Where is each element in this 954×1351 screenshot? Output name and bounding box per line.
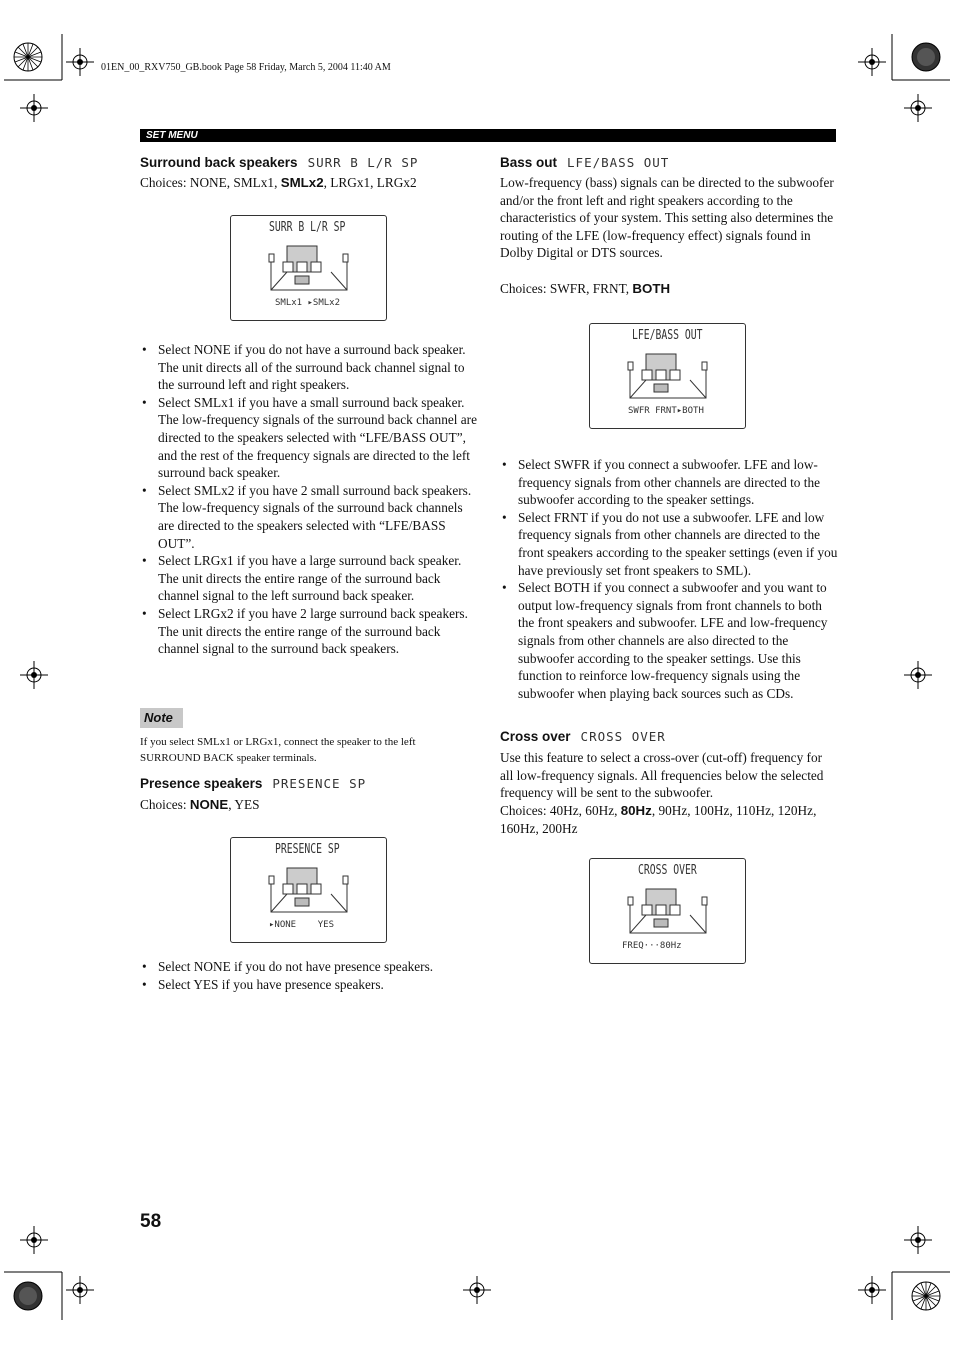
speaker-layout-icon: [626, 352, 712, 404]
presence-bullets: [140, 958, 480, 993]
presence-display: [230, 837, 387, 943]
display-caption: SWFR FRNT▸BOTH: [628, 406, 704, 416]
cross-over-display: [589, 858, 746, 964]
file-info: 01EN_00_RXV750_GB.book Page 58 Friday, March 5, 2004 11:40 AM: [101, 62, 391, 73]
list-item: • Select NONE if you do not have presence speakers.: [140, 958, 480, 976]
cross-over-choices: [500, 802, 835, 837]
cross-over-description: Use this feature to select a cross-over (cut-off) frequency for all low-frequency signals. All frequencies below the selected frequency will be sent to the subwoofer.: [500, 750, 824, 801]
list-item: • Select FRNT if you do not use a subwoofer. LFE and low frequency signals from other channels are directed to the front speakers according to the speaker settings (even if you have previously set front speakers to SML).: [500, 509, 840, 579]
bass-out-lcd: LFE/BASS OUT: [567, 155, 670, 170]
list-item: • Select SMLx2 if you have 2 small surround back speakers. The low-frequency signals of the surround back channels are directed to the speakers selected with “LFE/BASS OUT”.: [140, 482, 480, 552]
list-item: • Select LRGx1 if you have a large surround back speaker. The unit directs the entire range of the surround back channel signal to the left surround back speaker.: [140, 552, 480, 605]
surround-back-heading: [140, 155, 418, 170]
display-caption: ▸NONE YES: [269, 920, 335, 930]
choices-default: BOTH: [632, 281, 671, 296]
speaker-layout-icon: [626, 887, 712, 939]
list-item: • Select YES if you have presence speakers.: [140, 976, 480, 994]
choices-prefix: Choices: NONE, SMLx1,: [140, 175, 281, 190]
bass-out-description: Low-frequency (bass) signals can be directed to the subwoofer and/or the front left and right speakers according to the characteristics of your system. This setting also determines the routing of the LFE (low-frequency effect) signals found in Dolby Digital or DTS sources.: [500, 175, 834, 261]
list-item: • Select LRGx2 if you have 2 large surround back speakers. The unit directs the entire range of the surround back channel signal to the surround back speakers.: [140, 605, 480, 658]
bass-out-bullets: [500, 456, 840, 702]
surround-back-bullets: [140, 341, 480, 658]
presence-lcd: PRESENCE SP: [272, 776, 367, 791]
choices-default: 80Hz: [620, 803, 652, 818]
surround-back-display: [230, 215, 387, 321]
note-text: If you select SMLx1 or LRGx1, connect the speaker to the left SURROUND BACK speaker terminals.: [140, 736, 416, 764]
choices-default: NONE: [189, 797, 229, 812]
bass-out-title: Bass out: [500, 155, 558, 170]
display-caption: SMLx1 ▸SMLx2: [275, 298, 341, 308]
note-label: Note: [140, 708, 183, 728]
display-title: SURR B L/R SP: [269, 220, 346, 235]
list-item: • Select SWFR if you connect a subwoofer. LFE and low-frequency signals from other channels are directed to the subwoofer according to the speaker settings.: [500, 456, 840, 509]
section-tab-bar: [140, 129, 836, 142]
choices-suffix: , LRGx1, LRGx2: [323, 175, 417, 190]
presence-title: Presence speakers: [140, 776, 263, 791]
bass-out-choices: [500, 280, 670, 298]
speaker-layout-icon: [267, 244, 353, 296]
display-title: LFE/BASS OUT: [632, 328, 703, 343]
choices-suffix: , 90Hz, 100Hz, 110Hz, 120Hz, 160Hz, 200Hz: [500, 803, 817, 836]
bass-out-heading: [500, 155, 669, 170]
choices-default: SMLx2: [280, 175, 324, 190]
choices-prefix: Choices:: [140, 797, 190, 812]
surround-back-title: Surround back speakers: [140, 155, 298, 170]
display-caption: FREQ···80Hz: [622, 941, 682, 951]
display-title: PRESENCE SP: [275, 842, 340, 857]
list-item: • Select SMLx1 if you have a small surround back speaker. The low-frequency signals of the surround back channel are directed to the speakers selected with “LFE/BASS OUT”, and the rest of the frequency signals are directed to the left surround back speaker.: [140, 394, 480, 482]
cross-over-title: Cross over: [500, 729, 571, 744]
cross-over-heading: [500, 729, 666, 744]
presence-heading: [140, 776, 366, 791]
bass-out-display: [589, 323, 746, 429]
speaker-layout-icon: [267, 866, 353, 918]
list-item: • Select BOTH if you connect a subwoofer and you want to output low-frequency signals from front channels to both the front speakers and subwoofer. LFE and low-frequency signals from other channels are also directed to the subwoofer according to the speaker settings. Use this function to reinforce low-frequency signals using the subwoofer when playing back sources such as CDs.: [500, 579, 840, 702]
surround-back-choices: [140, 174, 417, 192]
page-number: 58: [140, 1211, 162, 1232]
surround-back-lcd: SURR B L/R SP: [307, 155, 419, 170]
choices-suffix: , YES: [228, 797, 260, 812]
choices-prefix: Choices: 40Hz, 60Hz,: [500, 803, 621, 818]
presence-choices: [140, 796, 260, 814]
list-item: • Select NONE if you do not have a surround back speaker. The unit directs all of the surround back channel signal to the surround left and right speakers.: [140, 341, 480, 394]
display-title: CROSS OVER: [638, 863, 697, 878]
section-tab-label: SET MENU: [146, 130, 198, 141]
choices-prefix: Choices: SWFR, FRNT,: [500, 281, 633, 296]
cross-over-lcd: CROSS OVER: [580, 729, 666, 744]
